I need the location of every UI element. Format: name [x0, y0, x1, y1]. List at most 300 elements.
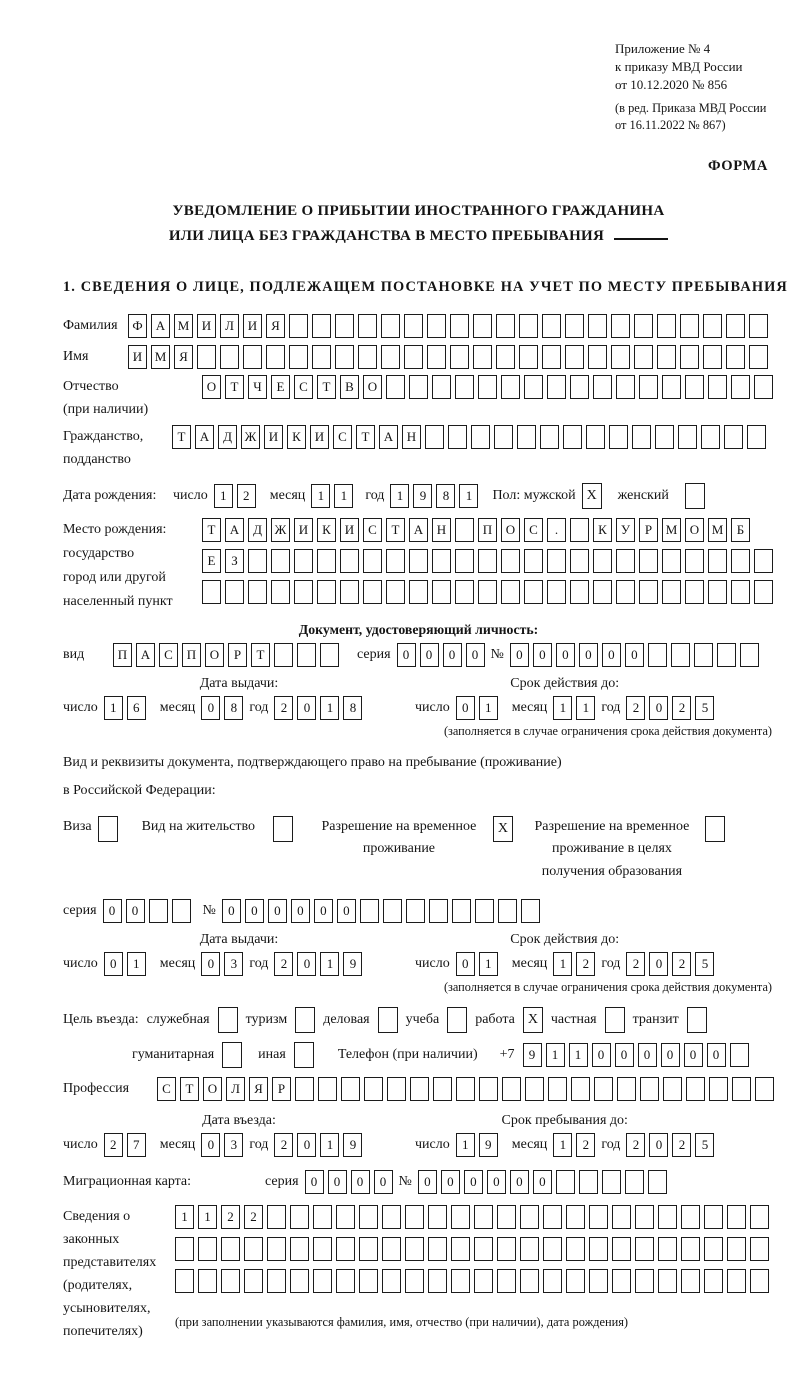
- form-cell[interactable]: 0: [297, 1133, 316, 1157]
- form-cell[interactable]: 1: [479, 952, 498, 976]
- form-cell[interactable]: Т: [180, 1077, 199, 1101]
- form-cell[interactable]: Т: [317, 375, 336, 399]
- form-cell[interactable]: [220, 345, 239, 369]
- form-cell[interactable]: 0: [556, 643, 575, 667]
- form-cell[interactable]: [341, 1077, 360, 1101]
- form-cell[interactable]: [404, 314, 423, 338]
- form-cell[interactable]: [409, 375, 428, 399]
- form-cell[interactable]: [364, 1077, 383, 1101]
- form-cell[interactable]: О: [202, 375, 221, 399]
- form-cell[interactable]: 3: [224, 1133, 243, 1157]
- form-cell[interactable]: [681, 1237, 700, 1261]
- form-cell[interactable]: [588, 345, 607, 369]
- form-cell[interactable]: [336, 1205, 355, 1229]
- purpose-other-checkbox[interactable]: [294, 1042, 314, 1068]
- form-cell[interactable]: 0: [707, 1043, 726, 1067]
- form-cell[interactable]: С: [363, 518, 382, 542]
- form-cell[interactable]: 2: [274, 952, 293, 976]
- form-cell[interactable]: Е: [202, 549, 221, 573]
- form-cell[interactable]: [750, 1237, 769, 1261]
- form-cell[interactable]: [750, 1205, 769, 1229]
- form-cell[interactable]: [611, 314, 630, 338]
- form-cell[interactable]: [312, 345, 331, 369]
- form-cell[interactable]: [727, 1205, 746, 1229]
- form-cell[interactable]: [289, 345, 308, 369]
- form-cell[interactable]: [542, 314, 561, 338]
- form-cell[interactable]: 0: [661, 1043, 680, 1067]
- form-cell[interactable]: [704, 1269, 723, 1293]
- form-cell[interactable]: [294, 549, 313, 573]
- form-cell[interactable]: [524, 580, 543, 604]
- form-cell[interactable]: И: [294, 518, 313, 542]
- form-cell[interactable]: Ф: [128, 314, 147, 338]
- form-cell[interactable]: [704, 1205, 723, 1229]
- form-cell[interactable]: [363, 549, 382, 573]
- form-cell[interactable]: 1: [459, 484, 478, 508]
- form-cell[interactable]: [556, 1170, 575, 1194]
- form-cell[interactable]: [473, 345, 492, 369]
- form-cell[interactable]: [359, 1269, 378, 1293]
- form-cell[interactable]: С: [157, 1077, 176, 1101]
- form-cell[interactable]: [517, 425, 536, 449]
- form-cell[interactable]: И: [128, 345, 147, 369]
- temp-residence-edu-checkbox[interactable]: [705, 816, 725, 842]
- form-cell[interactable]: [680, 314, 699, 338]
- form-cell[interactable]: 0: [418, 1170, 437, 1194]
- form-cell[interactable]: О: [205, 643, 224, 667]
- form-cell[interactable]: Ч: [248, 375, 267, 399]
- form-cell[interactable]: 0: [684, 1043, 703, 1067]
- form-cell[interactable]: 2: [626, 1133, 645, 1157]
- form-cell[interactable]: [566, 1205, 585, 1229]
- form-cell[interactable]: [318, 1077, 337, 1101]
- form-cell[interactable]: 1: [334, 484, 353, 508]
- form-cell[interactable]: [708, 549, 727, 573]
- form-cell[interactable]: [432, 375, 451, 399]
- form-cell[interactable]: [452, 899, 471, 923]
- form-cell[interactable]: 1: [479, 696, 498, 720]
- form-cell[interactable]: [294, 580, 313, 604]
- form-cell[interactable]: [172, 899, 191, 923]
- form-cell[interactable]: 1: [576, 696, 595, 720]
- form-cell[interactable]: И: [340, 518, 359, 542]
- form-cell[interactable]: С: [294, 375, 313, 399]
- form-cell[interactable]: [425, 425, 444, 449]
- form-cell[interactable]: 0: [201, 952, 220, 976]
- form-cell[interactable]: [360, 899, 379, 923]
- form-cell[interactable]: [594, 1077, 613, 1101]
- form-cell[interactable]: 1: [456, 1133, 475, 1157]
- form-cell[interactable]: [451, 1205, 470, 1229]
- form-cell[interactable]: [221, 1237, 240, 1261]
- form-cell[interactable]: М: [174, 314, 193, 338]
- form-cell[interactable]: [726, 345, 745, 369]
- form-cell[interactable]: [497, 1269, 516, 1293]
- purpose-business-checkbox[interactable]: [378, 1007, 398, 1033]
- form-cell[interactable]: [570, 518, 589, 542]
- form-cell[interactable]: [565, 345, 584, 369]
- form-cell[interactable]: 1: [104, 696, 123, 720]
- form-cell[interactable]: 1: [320, 696, 339, 720]
- form-cell[interactable]: Д: [218, 425, 237, 449]
- form-cell[interactable]: 2: [672, 1133, 691, 1157]
- form-cell[interactable]: [432, 549, 451, 573]
- form-cell[interactable]: [471, 425, 490, 449]
- form-cell[interactable]: [639, 375, 658, 399]
- form-cell[interactable]: 1: [127, 952, 146, 976]
- form-cell[interactable]: 2: [237, 484, 256, 508]
- form-cell[interactable]: [524, 549, 543, 573]
- form-cell[interactable]: [655, 425, 674, 449]
- form-cell[interactable]: Н: [402, 425, 421, 449]
- form-cell[interactable]: А: [379, 425, 398, 449]
- form-cell[interactable]: [543, 1205, 562, 1229]
- purpose-humanitarian-checkbox[interactable]: [222, 1042, 242, 1068]
- form-cell[interactable]: 0: [314, 899, 333, 923]
- form-cell[interactable]: 2: [274, 1133, 293, 1157]
- form-cell[interactable]: [749, 314, 768, 338]
- form-cell[interactable]: [383, 899, 402, 923]
- form-cell[interactable]: Я: [249, 1077, 268, 1101]
- form-cell[interactable]: [639, 549, 658, 573]
- form-cell[interactable]: У: [616, 518, 635, 542]
- form-cell[interactable]: [566, 1269, 585, 1293]
- form-cell[interactable]: 1: [198, 1205, 217, 1229]
- form-cell[interactable]: [455, 580, 474, 604]
- form-cell[interactable]: 2: [274, 696, 293, 720]
- form-cell[interactable]: 0: [297, 952, 316, 976]
- purpose-private-checkbox[interactable]: [605, 1007, 625, 1033]
- form-cell[interactable]: [593, 549, 612, 573]
- form-cell[interactable]: [570, 549, 589, 573]
- form-cell[interactable]: [451, 1269, 470, 1293]
- form-cell[interactable]: [405, 1205, 424, 1229]
- form-cell[interactable]: 0: [487, 1170, 506, 1194]
- form-cell[interactable]: С: [524, 518, 543, 542]
- form-cell[interactable]: [731, 375, 750, 399]
- form-cell[interactable]: [274, 643, 293, 667]
- form-cell[interactable]: [501, 580, 520, 604]
- form-cell[interactable]: 1: [311, 484, 330, 508]
- form-cell[interactable]: [320, 643, 339, 667]
- form-cell[interactable]: 0: [510, 1170, 529, 1194]
- form-cell[interactable]: [406, 899, 425, 923]
- form-cell[interactable]: [244, 1237, 263, 1261]
- form-cell[interactable]: 0: [649, 696, 668, 720]
- form-cell[interactable]: [295, 1077, 314, 1101]
- form-cell[interactable]: [404, 345, 423, 369]
- form-cell[interactable]: 0: [291, 899, 310, 923]
- form-cell[interactable]: О: [501, 518, 520, 542]
- form-cell[interactable]: [267, 1205, 286, 1229]
- form-cell[interactable]: Т: [251, 643, 270, 667]
- form-cell[interactable]: С: [333, 425, 352, 449]
- form-cell[interactable]: [313, 1269, 332, 1293]
- form-cell[interactable]: 5: [695, 696, 714, 720]
- form-cell[interactable]: М: [662, 518, 681, 542]
- form-cell[interactable]: 1: [390, 484, 409, 508]
- form-cell[interactable]: [474, 1269, 493, 1293]
- form-cell[interactable]: [290, 1205, 309, 1229]
- form-cell[interactable]: [498, 899, 517, 923]
- form-cell[interactable]: [686, 1077, 705, 1101]
- form-cell[interactable]: [267, 1237, 286, 1261]
- purpose-official-checkbox[interactable]: [218, 1007, 238, 1033]
- form-cell[interactable]: [427, 345, 446, 369]
- form-cell[interactable]: 1: [569, 1043, 588, 1067]
- form-cell[interactable]: [681, 1269, 700, 1293]
- form-cell[interactable]: [381, 314, 400, 338]
- visa-checkbox[interactable]: [98, 816, 118, 842]
- temp-residence-checkbox[interactable]: X: [493, 816, 513, 842]
- form-cell[interactable]: [359, 1205, 378, 1229]
- form-cell[interactable]: [662, 580, 681, 604]
- form-cell[interactable]: 0: [222, 899, 241, 923]
- form-cell[interactable]: [409, 549, 428, 573]
- form-cell[interactable]: Е: [271, 375, 290, 399]
- form-cell[interactable]: [727, 1269, 746, 1293]
- form-cell[interactable]: О: [203, 1077, 222, 1101]
- form-cell[interactable]: П: [182, 643, 201, 667]
- form-cell[interactable]: [704, 1237, 723, 1261]
- form-cell[interactable]: [671, 643, 690, 667]
- form-cell[interactable]: [271, 580, 290, 604]
- form-cell[interactable]: 2: [104, 1133, 123, 1157]
- form-cell[interactable]: [524, 375, 543, 399]
- residence-permit-checkbox[interactable]: [273, 816, 293, 842]
- form-cell[interactable]: [382, 1205, 401, 1229]
- form-cell[interactable]: [579, 1170, 598, 1194]
- form-cell[interactable]: [248, 549, 267, 573]
- form-cell[interactable]: [694, 643, 713, 667]
- form-cell[interactable]: [266, 345, 285, 369]
- form-cell[interactable]: [474, 1205, 493, 1229]
- form-cell[interactable]: [635, 1269, 654, 1293]
- form-cell[interactable]: 2: [626, 696, 645, 720]
- form-cell[interactable]: [616, 375, 635, 399]
- form-cell[interactable]: [662, 375, 681, 399]
- form-cell[interactable]: З: [225, 549, 244, 573]
- form-cell[interactable]: [243, 345, 262, 369]
- form-cell[interactable]: [701, 425, 720, 449]
- form-cell[interactable]: 9: [479, 1133, 498, 1157]
- form-cell[interactable]: 9: [413, 484, 432, 508]
- form-cell[interactable]: 1: [553, 1133, 572, 1157]
- form-cell[interactable]: 0: [456, 696, 475, 720]
- form-cell[interactable]: 0: [126, 899, 145, 923]
- form-cell[interactable]: [428, 1237, 447, 1261]
- form-cell[interactable]: [589, 1269, 608, 1293]
- form-cell[interactable]: 0: [625, 643, 644, 667]
- form-cell[interactable]: 0: [104, 952, 123, 976]
- form-cell[interactable]: 0: [533, 643, 552, 667]
- form-cell[interactable]: [455, 549, 474, 573]
- form-cell[interactable]: [634, 345, 653, 369]
- form-cell[interactable]: [358, 345, 377, 369]
- form-cell[interactable]: [450, 345, 469, 369]
- form-cell[interactable]: Я: [174, 345, 193, 369]
- form-cell[interactable]: [685, 375, 704, 399]
- form-cell[interactable]: [749, 345, 768, 369]
- form-cell[interactable]: И: [197, 314, 216, 338]
- form-cell[interactable]: [685, 549, 704, 573]
- form-cell[interactable]: 0: [337, 899, 356, 923]
- form-cell[interactable]: [732, 1077, 751, 1101]
- form-cell[interactable]: 9: [343, 952, 362, 976]
- form-cell[interactable]: 1: [553, 952, 572, 976]
- form-cell[interactable]: 0: [328, 1170, 347, 1194]
- form-cell[interactable]: [386, 375, 405, 399]
- form-cell[interactable]: Т: [202, 518, 221, 542]
- form-cell[interactable]: И: [310, 425, 329, 449]
- form-cell[interactable]: 0: [533, 1170, 552, 1194]
- form-cell[interactable]: 2: [672, 952, 691, 976]
- form-cell[interactable]: Т: [356, 425, 375, 449]
- form-cell[interactable]: [589, 1237, 608, 1261]
- form-cell[interactable]: Р: [228, 643, 247, 667]
- form-cell[interactable]: 8: [224, 696, 243, 720]
- form-cell[interactable]: [225, 580, 244, 604]
- form-cell[interactable]: [525, 1077, 544, 1101]
- form-cell[interactable]: Ж: [271, 518, 290, 542]
- form-cell[interactable]: [563, 425, 582, 449]
- form-cell[interactable]: 8: [343, 696, 362, 720]
- form-cell[interactable]: К: [593, 518, 612, 542]
- form-cell[interactable]: 3: [224, 952, 243, 976]
- form-cell[interactable]: [754, 375, 773, 399]
- form-cell[interactable]: [520, 1205, 539, 1229]
- form-cell[interactable]: [663, 1077, 682, 1101]
- form-cell[interactable]: [726, 314, 745, 338]
- form-cell[interactable]: [709, 1077, 728, 1101]
- form-cell[interactable]: [386, 580, 405, 604]
- form-cell[interactable]: [520, 1237, 539, 1261]
- form-cell[interactable]: [632, 425, 651, 449]
- form-cell[interactable]: [708, 375, 727, 399]
- form-cell[interactable]: [657, 345, 676, 369]
- form-cell[interactable]: [681, 1205, 700, 1229]
- form-cell[interactable]: [387, 1077, 406, 1101]
- form-cell[interactable]: [340, 580, 359, 604]
- form-cell[interactable]: [755, 1077, 774, 1101]
- purpose-tourism-checkbox[interactable]: [295, 1007, 315, 1033]
- form-cell[interactable]: Н: [432, 518, 451, 542]
- form-cell[interactable]: 0: [464, 1170, 483, 1194]
- form-cell[interactable]: 0: [351, 1170, 370, 1194]
- form-cell[interactable]: [410, 1077, 429, 1101]
- form-cell[interactable]: 2: [672, 696, 691, 720]
- form-cell[interactable]: 0: [268, 899, 287, 923]
- form-cell[interactable]: [727, 1237, 746, 1261]
- form-cell[interactable]: [456, 1077, 475, 1101]
- form-cell[interactable]: 0: [297, 696, 316, 720]
- form-cell[interactable]: [381, 345, 400, 369]
- form-cell[interactable]: [658, 1269, 677, 1293]
- form-cell[interactable]: К: [287, 425, 306, 449]
- form-cell[interactable]: [450, 314, 469, 338]
- form-cell[interactable]: 0: [441, 1170, 460, 1194]
- form-cell[interactable]: [448, 425, 467, 449]
- form-cell[interactable]: 0: [201, 696, 220, 720]
- form-cell[interactable]: .: [547, 518, 566, 542]
- form-cell[interactable]: [750, 1269, 769, 1293]
- form-cell[interactable]: 1: [546, 1043, 565, 1067]
- form-cell[interactable]: [520, 1269, 539, 1293]
- form-cell[interactable]: [657, 314, 676, 338]
- form-cell[interactable]: 0: [638, 1043, 657, 1067]
- form-cell[interactable]: [634, 314, 653, 338]
- form-cell[interactable]: [747, 425, 766, 449]
- form-cell[interactable]: [586, 425, 605, 449]
- form-cell[interactable]: [359, 1237, 378, 1261]
- form-cell[interactable]: В: [340, 375, 359, 399]
- form-cell[interactable]: М: [708, 518, 727, 542]
- form-cell[interactable]: [589, 1205, 608, 1229]
- form-cell[interactable]: [566, 1237, 585, 1261]
- form-cell[interactable]: 0: [103, 899, 122, 923]
- form-cell[interactable]: [335, 314, 354, 338]
- form-cell[interactable]: [202, 580, 221, 604]
- form-cell[interactable]: [616, 580, 635, 604]
- form-cell[interactable]: 0: [245, 899, 264, 923]
- form-cell[interactable]: Д: [248, 518, 267, 542]
- form-cell[interactable]: Я: [266, 314, 285, 338]
- form-cell[interactable]: Р: [639, 518, 658, 542]
- form-cell[interactable]: [475, 899, 494, 923]
- form-cell[interactable]: [648, 1170, 667, 1194]
- form-cell[interactable]: [409, 580, 428, 604]
- form-cell[interactable]: [571, 1077, 590, 1101]
- form-cell[interactable]: [658, 1237, 677, 1261]
- form-cell[interactable]: [565, 314, 584, 338]
- form-cell[interactable]: [198, 1269, 217, 1293]
- form-cell[interactable]: [433, 1077, 452, 1101]
- form-cell[interactable]: [496, 345, 515, 369]
- form-cell[interactable]: [602, 1170, 621, 1194]
- form-cell[interactable]: [612, 1269, 631, 1293]
- form-cell[interactable]: [731, 580, 750, 604]
- form-cell[interactable]: [289, 314, 308, 338]
- form-cell[interactable]: [731, 549, 750, 573]
- form-cell[interactable]: [248, 580, 267, 604]
- form-cell[interactable]: [267, 1269, 286, 1293]
- form-cell[interactable]: А: [225, 518, 244, 542]
- form-cell[interactable]: [501, 549, 520, 573]
- form-cell[interactable]: [708, 580, 727, 604]
- form-cell[interactable]: П: [113, 643, 132, 667]
- form-cell[interactable]: [547, 375, 566, 399]
- form-cell[interactable]: [473, 314, 492, 338]
- form-cell[interactable]: [521, 899, 540, 923]
- form-cell[interactable]: 0: [649, 952, 668, 976]
- form-cell[interactable]: 2: [221, 1205, 240, 1229]
- form-cell[interactable]: [593, 580, 612, 604]
- form-cell[interactable]: [478, 375, 497, 399]
- form-cell[interactable]: 0: [615, 1043, 634, 1067]
- form-cell[interactable]: 1: [175, 1205, 194, 1229]
- form-cell[interactable]: 0: [305, 1170, 324, 1194]
- form-cell[interactable]: [648, 643, 667, 667]
- form-cell[interactable]: [313, 1237, 332, 1261]
- form-cell[interactable]: [543, 1269, 562, 1293]
- form-cell[interactable]: [427, 314, 446, 338]
- form-cell[interactable]: [478, 580, 497, 604]
- form-cell[interactable]: А: [195, 425, 214, 449]
- form-cell[interactable]: А: [409, 518, 428, 542]
- form-cell[interactable]: 2: [626, 952, 645, 976]
- form-cell[interactable]: И: [243, 314, 262, 338]
- form-cell[interactable]: [612, 1205, 631, 1229]
